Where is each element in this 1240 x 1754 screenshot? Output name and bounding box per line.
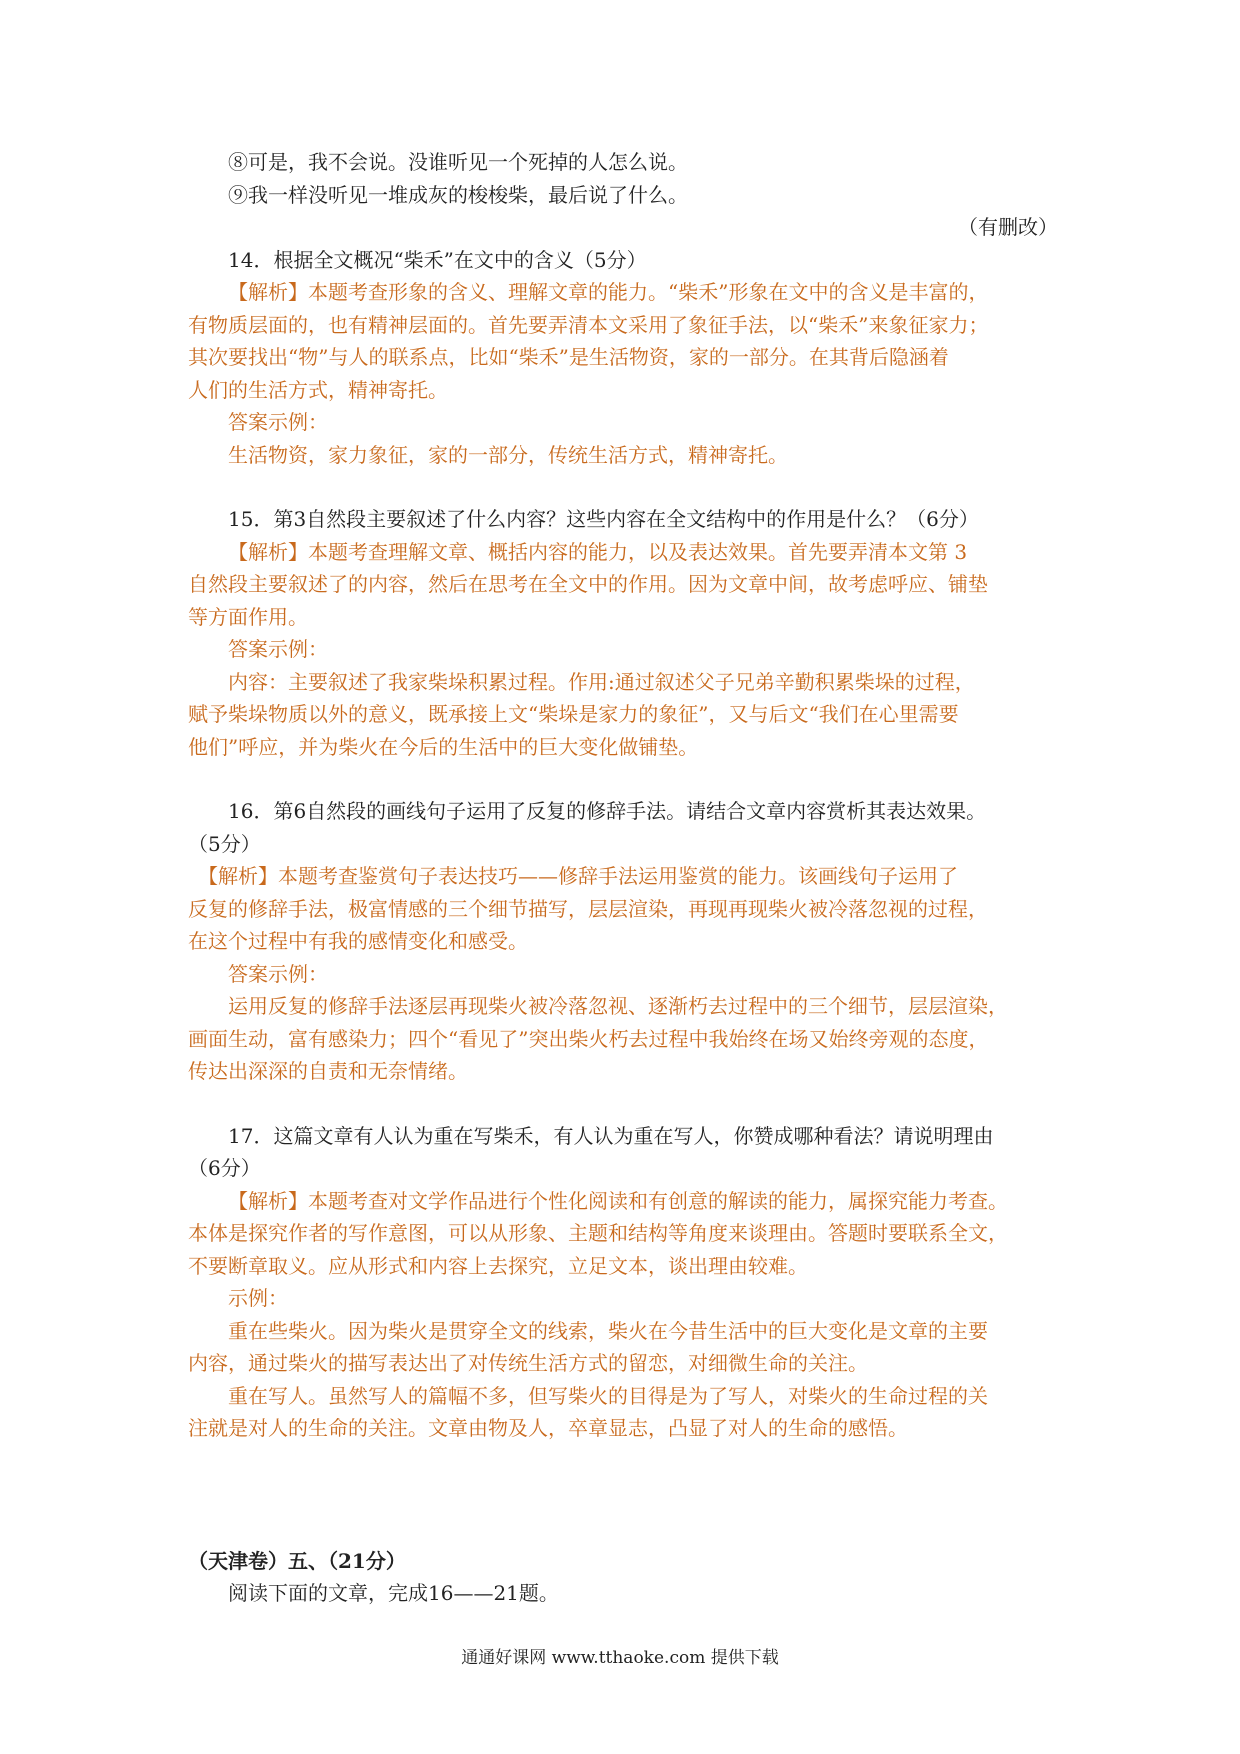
answer-14-line: 生活物资，家力象征，家的一部分，传统生活方式，精神寄托。 <box>228 442 788 467</box>
answer-15-line: 内容：主要叙述了我家柴垛积累过程。作用:通过叙述父子兄弟辛勤积累柴垛的过程， <box>228 669 975 694</box>
analysis-17-line: 本体是探究作者的写作意图，可以从形象、主题和结构等角度来谈理由。答题时要联系全文， <box>188 1221 1008 1245</box>
analysis-17-line: 不要断章取义。应从形式和内容上去探究，立足文本，谈出理由较难。 <box>188 1253 808 1278</box>
answer-16-line: 传达出深深的自责和无奈情绪。 <box>188 1059 468 1083</box>
answer-label-17: 示例： <box>228 1286 288 1310</box>
analysis-14-line: 人们的生活方式，精神寄托。 <box>188 377 448 402</box>
analysis-14-line: 有物质层面的，也有精神层面的。首先要弄清本文采用了象征手法，以“柴禾”来象征家力； <box>188 312 989 337</box>
question-16: 16．第6自然段的画线句子运用了反复的修辞手法。请结合文章内容赏析其表达效果。 <box>228 799 987 823</box>
section-instruction: 阅读下面的文章，完成16——21题。 <box>228 1581 559 1605</box>
answer-label-15: 答案示例： <box>228 637 328 661</box>
analysis-15-line: 自然段主要叙述了的内容，然后在思考在全文中的作用。因为文章中间，故考虑呼应、铺垫 <box>188 572 988 596</box>
analysis-15-line: 等方面作用。 <box>188 604 308 629</box>
answer-17-line: 注就是对人的生命的关注。文章由物及人，卒章显志，凸显了对人的生命的感悟。 <box>188 1416 908 1440</box>
question-15: 15．第3自然段主要叙述了什么内容？这些内容在全文结构中的作用是什么？（6分） <box>228 507 979 531</box>
question-14: 14．根据全文概况“柴禾”在文中的含义（5分） <box>228 247 647 272</box>
question-17: 17．这篇文章有人认为重在写柴禾，有人认为重在写人，你赞成哪种看法？请说明理由 <box>228 1123 994 1148</box>
analysis-16-line: 【解析】本题考查鉴赏句子表达技巧——修辞手法运用鉴赏的能力。该画线句子运用了 <box>198 864 958 888</box>
analysis-16-line: 在这个过程中有我的感情变化和感受。 <box>188 929 528 953</box>
analysis-14-line: 【解析】本题考查形象的含义、理解文章的能力。“柴禾”形象在文中的含义是丰富的， <box>228 280 989 304</box>
answer-17-line: 重在些柴火。因为柴火是贯穿全文的线索，柴火在今昔生活中的巨大变化是文章的主要 <box>228 1318 988 1343</box>
answer-label-16: 答案示例： <box>228 961 328 986</box>
analysis-15-line: 【解析】本题考查理解文章、概括内容的能力，以及表达效果。首先要弄清本文第 3 <box>228 539 968 564</box>
intro-line: ⑧可是，我不会说。没谁听见一个死掉的人怎么说。 <box>228 150 688 174</box>
answer-label-14: 答案示例： <box>228 410 328 434</box>
intro-line: ⑨我一样没听见一堆成灰的梭梭柴，最后说了什么。 <box>228 182 688 207</box>
document-page <box>188 146 1058 1610</box>
footer-source: 通通好课网 www.tthaoke.com 提供下载 <box>461 1648 779 1668</box>
analysis-16-line: 反复的修辞手法，极富情感的三个细节描写，层层渲染，再现再现柴火被冷落忽视的过程， <box>188 896 988 921</box>
analysis-14-line: 其次要找出“物”与人的联系点，比如“柴禾”是生活物资，家的一部分。在其背后隐涵着 <box>188 345 949 369</box>
answer-16-line: 运用反复的修辞手法逐层再现柴火被冷落忽视、逐渐朽去过程中的三个细节，层层渲染， <box>228 994 1008 1018</box>
answer-15-line: 他们”呼应，并为柴火在今后的生活中的巨大变化做铺垫。 <box>188 734 699 759</box>
question-17-score: （6分） <box>188 1156 261 1180</box>
analysis-17-line: 【解析】本题考查对文学作品进行个性化阅读和有创意的解读的能力，属探究能力考查。 <box>228 1188 1008 1213</box>
answer-17-line: 内容，通过柴火的描写表达出了对传统生活方式的留恋，对细微生命的关注。 <box>188 1351 868 1375</box>
question-16-score: （5分） <box>188 831 261 856</box>
answer-16-line: 画面生动，富有感染力；四个“看见了”突出柴火朽去过程中我始终在场又始终旁观的态度， <box>188 1026 989 1051</box>
section-heading: （天津卷）五、（21分） <box>188 1548 406 1573</box>
answer-17-line: 重在写人。虽然写人的篇幅不多，但写柴火的目得是为了写人，对柴火的生命过程的关 <box>228 1383 988 1408</box>
source-note: （有删改） <box>958 215 1058 239</box>
answer-15-line: 赋予柴垛物质以外的意义，既承接上文“柴垛是家力的象征”，又与后文“我们在心里需要 <box>188 702 959 726</box>
